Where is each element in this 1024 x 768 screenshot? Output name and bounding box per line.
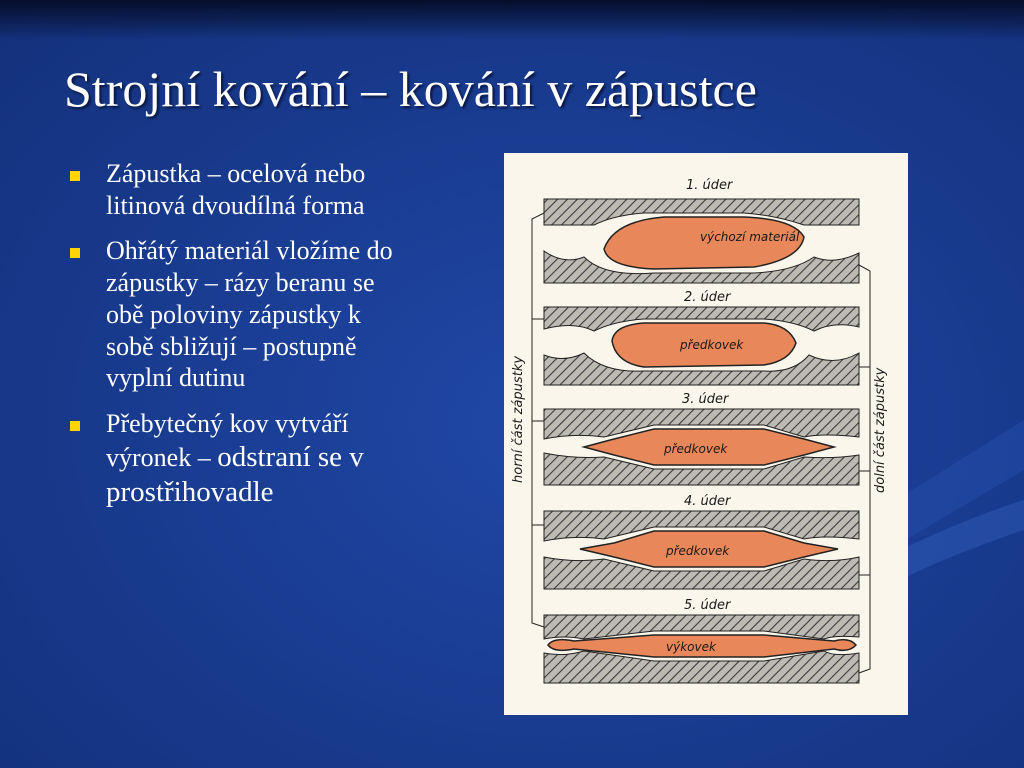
workpiece-label: výchozí materiál <box>700 230 800 244</box>
bullet-item <box>68 158 398 221</box>
bullet-item <box>68 408 398 510</box>
bullet-marker-icon <box>70 171 80 181</box>
stroke-label: 2. úder <box>684 290 731 305</box>
slide-title: Strojní kování – kování v zápustce <box>64 61 757 117</box>
bullet-text-large: odstraní se v prostřihovadle <box>106 440 364 509</box>
stroke-label: 4. úder <box>684 494 731 509</box>
stroke-label: 5. úder <box>684 598 731 613</box>
bullet-item <box>68 235 398 394</box>
stroke-label: 3. úder <box>682 392 729 407</box>
bullet-marker-icon <box>70 421 80 431</box>
bullet-text: Ohřátý materiál vložíme do zápustky – rázy beranu se obě poloviny zápustky k sobě sbližují – postupně vyplní dutinu <box>106 236 393 393</box>
lower-part-label: dolní část zápustky <box>873 367 888 493</box>
upper-part-label: horní část zápustky <box>511 355 526 483</box>
bullet-list <box>68 158 398 525</box>
upper-die-bracket <box>532 213 544 627</box>
bullet-marker-icon <box>70 248 80 258</box>
workpiece-label: předkovek <box>666 544 730 558</box>
bullet-text: Zápustka – ocelová nebo litinová dvoudílná forma <box>106 159 366 220</box>
lower-die-bracket <box>859 265 870 673</box>
bullet-text: Přebytečný kov vytváří výronek – <box>106 409 349 472</box>
workpiece-label: předkovek <box>680 338 744 352</box>
die-forging-diagram <box>504 153 908 715</box>
workpiece-label: předkovek <box>664 442 728 456</box>
stroke-label: 1. úder <box>686 178 733 193</box>
workpiece-label: výkovek <box>666 640 716 654</box>
forging-stages-svg <box>504 153 908 715</box>
